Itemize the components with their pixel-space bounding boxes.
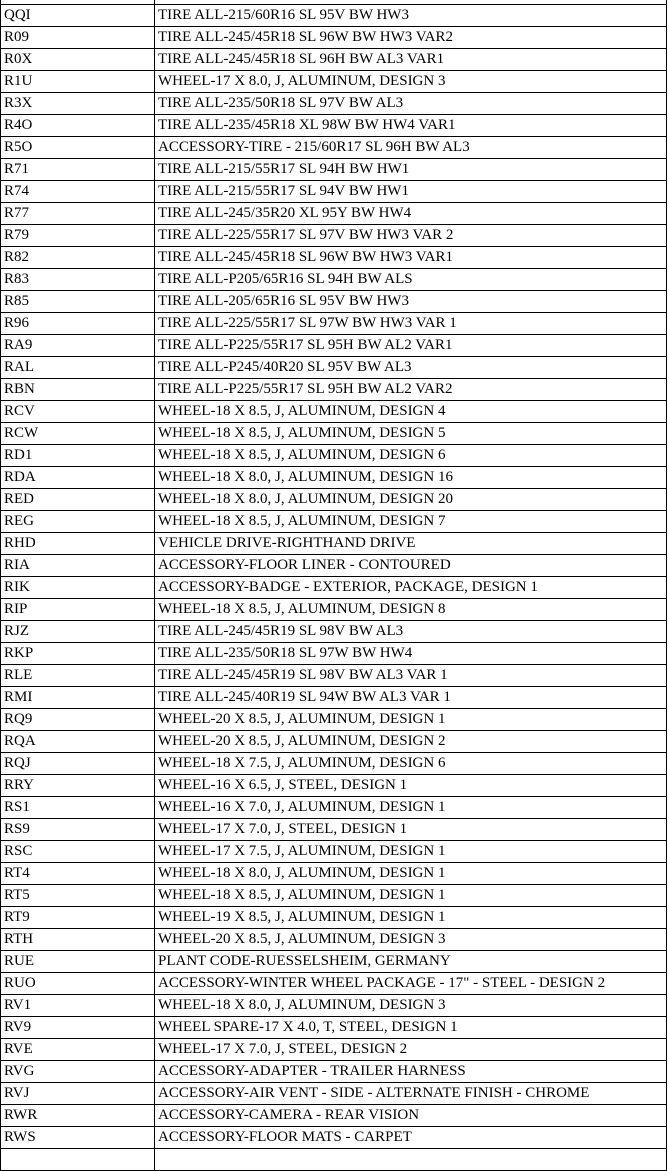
table-row	[1, 709, 667, 731]
option-code-cell: RIA	[1, 555, 155, 577]
option-code-cell: RHD	[1, 533, 155, 555]
option-code-cell: RTH	[1, 929, 155, 951]
option-code-cell: RT5	[1, 885, 155, 907]
option-description-cell: PLANT CODE-RUESSELSHEIM, GERMANY	[155, 951, 667, 973]
option-description-cell: TIRE ALL-245/45R18 SL 96W BW HW3 VAR2	[155, 27, 667, 49]
option-description-cell: TIRE ALL-P205/65R16 SL 94H BW ALS	[155, 269, 667, 291]
option-description-cell: WHEEL-16 X 7.0, J, ALUMINUM, DESIGN 1	[155, 797, 667, 819]
option-description-cell: TIRE ALL-P225/55R17 SL 95H BW AL2 VAR2	[155, 379, 667, 401]
table-row	[1, 291, 667, 313]
option-description-cell: WHEEL-18 X 8.0, J, ALUMINUM, DESIGN 20	[155, 489, 667, 511]
table-row	[1, 401, 667, 423]
table-row	[1, 929, 667, 951]
option-code-cell: RA9	[1, 335, 155, 357]
table-row	[1, 313, 667, 335]
option-code-cell: RWR	[1, 1105, 155, 1127]
option-description-cell: VEHICLE DRIVE-RIGHTHAND DRIVE	[155, 533, 667, 555]
option-code-cell: RQJ	[1, 753, 155, 775]
table-row	[1, 225, 667, 247]
table-row	[1, 5, 667, 27]
option-code-cell: QQI	[1, 5, 155, 27]
table-row	[1, 863, 667, 885]
table-row	[1, 49, 667, 71]
table-row	[1, 159, 667, 181]
option-description-cell: WHEEL-18 X 8.0, J, ALUMINUM, DESIGN 1	[155, 863, 667, 885]
option-description-cell: WHEEL-18 X 8.5, J, ALUMINUM, DESIGN 1	[155, 885, 667, 907]
table-row	[1, 599, 667, 621]
table-row	[1, 687, 667, 709]
option-description-cell: TIRE ALL-215/60R16 SL 95V BW HW3	[155, 5, 667, 27]
option-code-cell: RVJ	[1, 1083, 155, 1105]
option-description-cell: WHEEL-19 X 8.5, J, ALUMINUM, DESIGN 1	[155, 907, 667, 929]
table-row	[1, 797, 667, 819]
option-code-cell: RLE	[1, 665, 155, 687]
option-description-cell: WHEEL-20 X 8.5, J, ALUMINUM, DESIGN 1	[155, 709, 667, 731]
option-code-cell: RV9	[1, 1017, 155, 1039]
table-row	[1, 577, 667, 599]
option-code-cell: R77	[1, 203, 155, 225]
option-description-cell: TIRE ALL-225/55R17 SL 97V BW HW3 VAR 2	[155, 225, 667, 247]
option-code-cell: R5O	[1, 137, 155, 159]
option-description-cell: ACCESSORY-CAMERA - REAR VISION	[155, 1105, 667, 1127]
option-description-cell: TIRE ALL-245/45R19 SL 98V BW AL3 VAR 1	[155, 665, 667, 687]
table-row	[1, 995, 667, 1017]
option-description-cell	[155, 1149, 667, 1171]
table-row	[1, 1083, 667, 1105]
table-row	[1, 489, 667, 511]
option-description-cell: WHEEL-16 X 6.5, J, STEEL, DESIGN 1	[155, 775, 667, 797]
table-row	[1, 93, 667, 115]
table-row	[1, 1061, 667, 1083]
option-code-cell: RS1	[1, 797, 155, 819]
option-description-cell: TIRE ALL-215/55R17 SL 94H BW HW1	[155, 159, 667, 181]
option-code-cell: RJZ	[1, 621, 155, 643]
option-code-table-body	[1, 0, 667, 1171]
option-description-cell: TIRE ALL-205/65R16 SL 95V BW HW3	[155, 291, 667, 313]
option-description-cell: WHEEL-18 X 8.5, J, ALUMINUM, DESIGN 4	[155, 401, 667, 423]
option-code-cell: R09	[1, 27, 155, 49]
table-row	[1, 973, 667, 995]
option-description-cell: WHEEL-17 X 7.0, J, STEEL, DESIGN 1	[155, 819, 667, 841]
option-description-cell: ACCESSORY-FLOOR LINER - CONTOURED	[155, 555, 667, 577]
table-row	[1, 335, 667, 357]
option-code-cell: RCV	[1, 401, 155, 423]
table-row	[1, 247, 667, 269]
option-code-cell: REG	[1, 511, 155, 533]
option-description-cell: ACCESSORY-AIR VENT - SIDE - ALTERNATE FINISH - CHROME	[155, 1083, 667, 1105]
option-description-cell: ACCESSORY-ADAPTER - TRAILER HARNESS	[155, 1061, 667, 1083]
option-code-cell: R85	[1, 291, 155, 313]
option-description-cell: TIRE ALL-215/55R17 SL 94V BW HW1	[155, 181, 667, 203]
table-row	[1, 841, 667, 863]
option-code-cell: RUE	[1, 951, 155, 973]
option-description-cell: WHEEL-18 X 7.5, J, ALUMINUM, DESIGN 6	[155, 753, 667, 775]
option-code-cell: R79	[1, 225, 155, 247]
option-code-cell: RDA	[1, 467, 155, 489]
option-code-cell: R71	[1, 159, 155, 181]
option-description-cell: ACCESSORY-WINTER WHEEL PACKAGE - 17" - STEEL - DESIGN 2	[155, 973, 667, 995]
table-row	[1, 511, 667, 533]
table-row	[1, 203, 667, 225]
option-description-cell: WHEEL-18 X 8.5, J, ALUMINUM, DESIGN 7	[155, 511, 667, 533]
table-row	[1, 951, 667, 973]
option-code-cell: RSC	[1, 841, 155, 863]
option-description-cell: TIRE ALL-P225/55R17 SL 95H BW AL2 VAR1	[155, 335, 667, 357]
option-description-cell: WHEEL-18 X 8.0, J, ALUMINUM, DESIGN 16	[155, 467, 667, 489]
option-description-cell: TIRE ALL-245/40R19 SL 94W BW AL3 VAR 1	[155, 687, 667, 709]
option-code-cell: RMI	[1, 687, 155, 709]
option-code-cell: RVE	[1, 1039, 155, 1061]
option-code-cell: RUO	[1, 973, 155, 995]
option-code-cell: R74	[1, 181, 155, 203]
table-row	[1, 1039, 667, 1061]
option-code-cell: RD1	[1, 445, 155, 467]
option-description-cell: WHEEL-18 X 8.5, J, ALUMINUM, DESIGN 8	[155, 599, 667, 621]
table-row	[1, 181, 667, 203]
table-row	[1, 379, 667, 401]
table-row	[1, 665, 667, 687]
option-description-cell: WHEEL-17 X 8.0, J, ALUMINUM, DESIGN 3	[155, 71, 667, 93]
option-code-cell: RS9	[1, 819, 155, 841]
option-description-cell: WHEEL-18 X 8.5, J, ALUMINUM, DESIGN 5	[155, 423, 667, 445]
option-description-cell: WHEEL-17 X 7.0, J, STEEL, DESIGN 2	[155, 1039, 667, 1061]
table-row	[1, 775, 667, 797]
option-code-cell: RQA	[1, 731, 155, 753]
option-description-cell: WHEEL-18 X 8.0, J, ALUMINUM, DESIGN 3	[155, 995, 667, 1017]
option-description-cell: TIRE ALL-235/50R18 SL 97V BW AL3	[155, 93, 667, 115]
table-row	[1, 533, 667, 555]
option-code-cell: R83	[1, 269, 155, 291]
table-row	[1, 27, 667, 49]
option-code-cell: R0X	[1, 49, 155, 71]
table-row	[1, 1017, 667, 1039]
option-description-cell: WHEEL-20 X 8.5, J, ALUMINUM, DESIGN 2	[155, 731, 667, 753]
option-code-cell: R82	[1, 247, 155, 269]
table-row	[1, 643, 667, 665]
option-code-cell: R1U	[1, 71, 155, 93]
option-code-cell: RAL	[1, 357, 155, 379]
table-row	[1, 71, 667, 93]
option-description-cell: WHEEL SPARE-17 X 4.0, T, STEEL, DESIGN 1	[155, 1017, 667, 1039]
option-code-cell: RIK	[1, 577, 155, 599]
option-description-cell: TIRE ALL-245/45R18 SL 96H BW AL3 VAR1	[155, 49, 667, 71]
option-code-cell: R96	[1, 313, 155, 335]
option-code-cell: RRY	[1, 775, 155, 797]
table-row	[1, 621, 667, 643]
option-description-cell: WHEEL-20 X 8.5, J, ALUMINUM, DESIGN 3	[155, 929, 667, 951]
option-description-cell: ACCESSORY-FLOOR MATS - CARPET	[155, 1127, 667, 1149]
option-code-cell: R4O	[1, 115, 155, 137]
table-row	[1, 819, 667, 841]
table-row	[1, 357, 667, 379]
table-row	[1, 1127, 667, 1149]
option-code-cell: RT4	[1, 863, 155, 885]
option-code-cell: RED	[1, 489, 155, 511]
option-description-cell: ACCESSORY-TIRE - 215/60R17 SL 96H BW AL3	[155, 137, 667, 159]
table-row	[1, 137, 667, 159]
table-row	[1, 1105, 667, 1127]
option-description-cell: TIRE ALL-225/55R17 SL 97W BW HW3 VAR 1	[155, 313, 667, 335]
table-row	[1, 423, 667, 445]
option-code-cell: RQ9	[1, 709, 155, 731]
table-row	[1, 731, 667, 753]
option-code-cell: RBN	[1, 379, 155, 401]
option-code-cell: RKP	[1, 643, 155, 665]
option-description-cell: WHEEL-18 X 8.5, J, ALUMINUM, DESIGN 6	[155, 445, 667, 467]
table-row	[1, 555, 667, 577]
option-description-cell: TIRE ALL-245/45R18 SL 96W BW HW3 VAR1	[155, 247, 667, 269]
option-description-cell: ACCESSORY-BADGE - EXTERIOR, PACKAGE, DESIGN 1	[155, 577, 667, 599]
option-code-cell: RCW	[1, 423, 155, 445]
option-code-cell: RV1	[1, 995, 155, 1017]
table-row	[1, 445, 667, 467]
option-code-cell: R3X	[1, 93, 155, 115]
option-description-cell: TIRE ALL-245/45R19 SL 98V BW AL3	[155, 621, 667, 643]
table-row	[1, 753, 667, 775]
option-code-cell	[1, 1149, 155, 1171]
option-description-cell: TIRE ALL-245/35R20 XL 95Y BW HW4	[155, 203, 667, 225]
table-row	[1, 269, 667, 291]
table-row	[1, 885, 667, 907]
option-description-cell: TIRE ALL-P245/40R20 SL 95V BW AL3	[155, 357, 667, 379]
option-description-cell: TIRE ALL-235/50R18 SL 97W BW HW4	[155, 643, 667, 665]
table-row	[1, 115, 667, 137]
option-description-cell: WHEEL-17 X 7.5, J, ALUMINUM, DESIGN 1	[155, 841, 667, 863]
option-description-cell: TIRE ALL-235/45R18 XL 98W BW HW4 VAR1	[155, 115, 667, 137]
table-row	[1, 467, 667, 489]
option-code-cell: RT9	[1, 907, 155, 929]
option-code-cell: RVG	[1, 1061, 155, 1083]
option-code-cell: RIP	[1, 599, 155, 621]
option-code-cell: RWS	[1, 1127, 155, 1149]
table-row	[1, 907, 667, 929]
table-row	[1, 1149, 667, 1171]
